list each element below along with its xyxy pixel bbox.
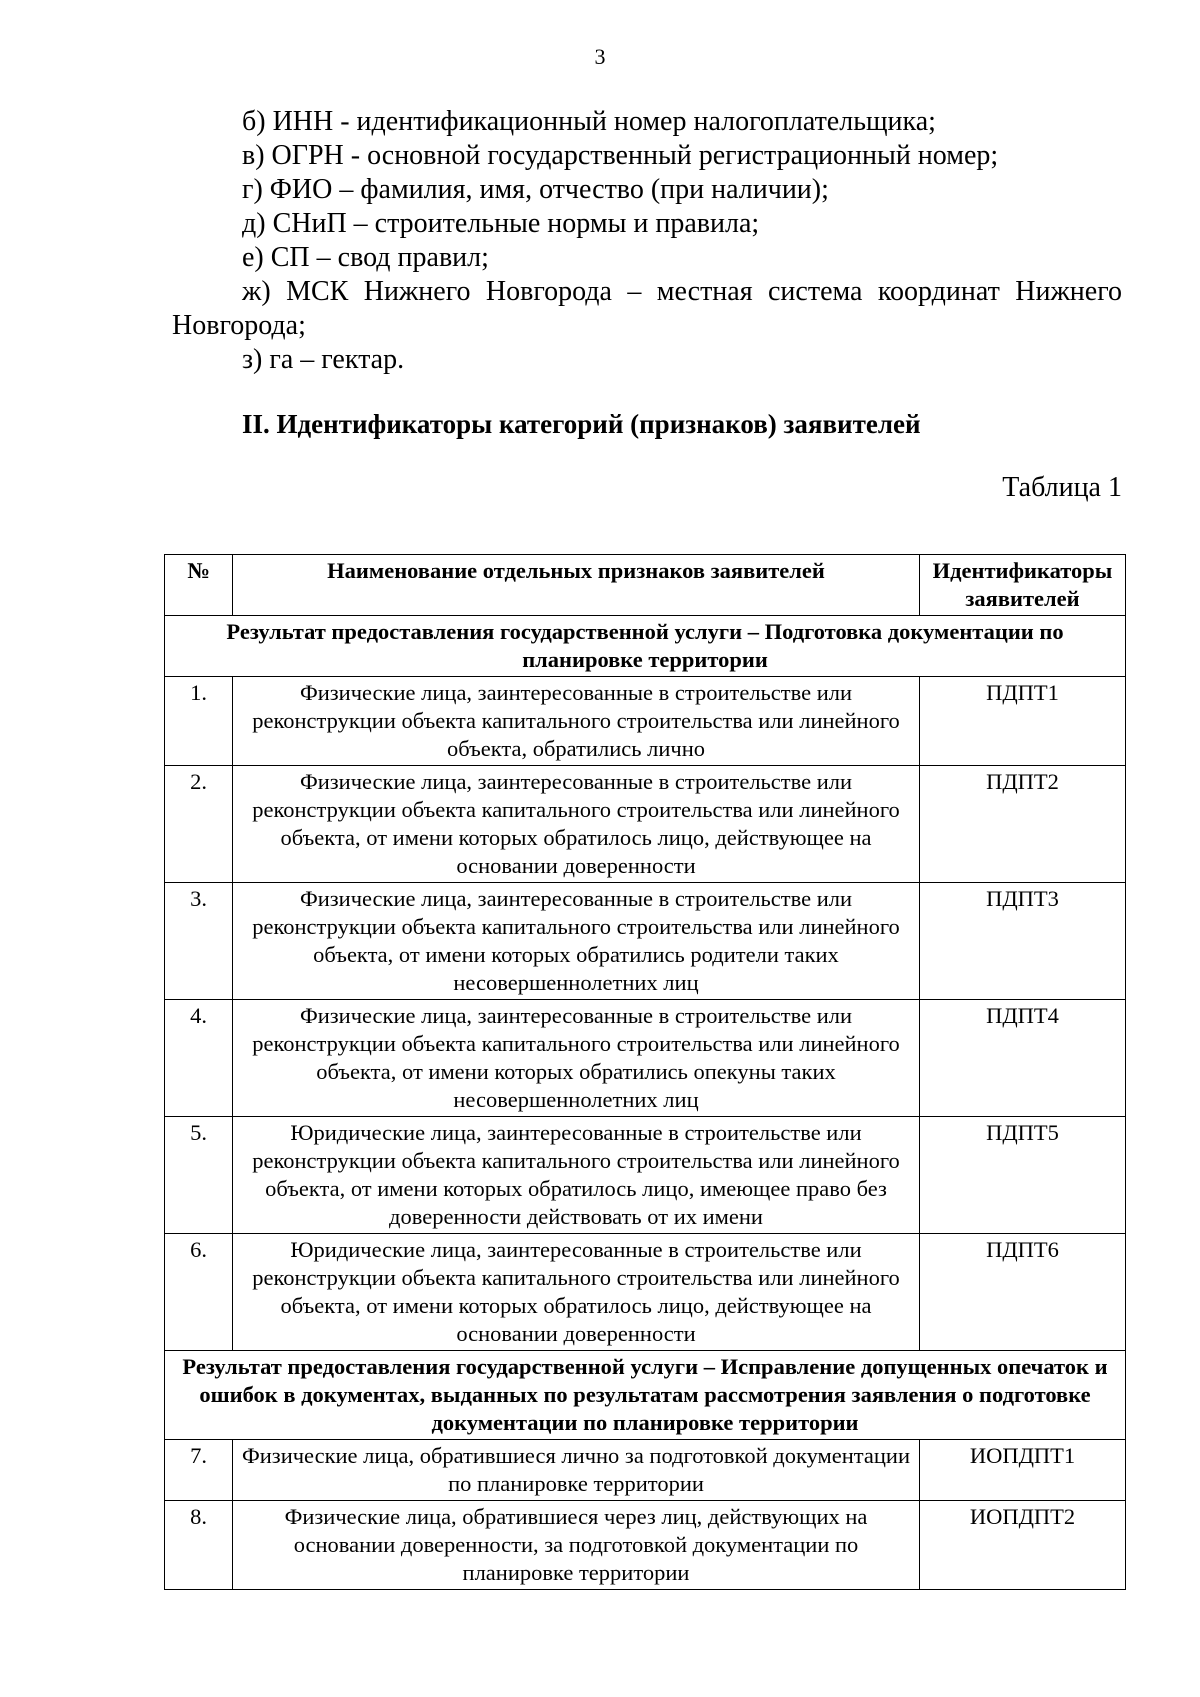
abbreviation-list [172,105,1122,377]
row-description: Физические лица, заинтересованные в строительстве или реконструкции объекта капитального строительства или линейного объекта, от имени которых обратились опекуны таких несовершеннолетних лиц [233,1000,920,1117]
abbreviation-item: д) СНиП – строительные нормы и правила; [242,208,760,239]
table-row [165,766,1126,883]
abbreviation-item: б) ИНН - идентификационный номер налогоплательщика; [242,106,936,137]
abbreviation-item: ж) МСК Нижнего Новгорода – местная система координат Нижнего Новгорода; [172,276,1122,341]
row-identifier: ПДПТ6 [920,1234,1126,1351]
table-row [165,1501,1126,1590]
row-identifier: ПДПТ3 [920,883,1126,1000]
row-number: 5. [165,1117,233,1234]
group-title: Результат предоставления государственной услуги – Исправление допущенных опечаток и ошибок в документах, выданных по результатам рассмотрения заявления о подготовке документации по планировке территории [165,1351,1126,1440]
table-row [165,1440,1126,1501]
section-title: II. Идентификаторы категорий (признаков) заявителей [242,409,921,439]
row-number: 3. [165,883,233,1000]
table-row [165,1117,1126,1234]
row-identifier: ИОПДПТ1 [920,1440,1126,1501]
table-row [165,1000,1126,1117]
row-number: 1. [165,677,233,766]
row-identifier: ПДПТ1 [920,677,1126,766]
abbreviation-item: е) СП – свод правил; [242,242,489,273]
row-number: 4. [165,1000,233,1117]
row-description: Физические лица, заинтересованные в строительстве или реконструкции объекта капитального строительства или линейного объекта, обратились лично [233,677,920,766]
row-description: Физические лица, заинтересованные в строительстве или реконструкции объекта капитального строительства или линейного объекта, от имени которых обратились родители таких несовершеннолетних лиц [233,883,920,1000]
table-group-row [165,1351,1126,1440]
row-number: 2. [165,766,233,883]
table-row [165,883,1126,1000]
group-title: Результат предоставления государственной услуги – Подготовка документации по планировке территории [165,616,1126,677]
row-description: Юридические лица, заинтересованные в строительстве или реконструкции объекта капитального строительства или линейного объекта, от имени которых обратилось лицо, имеющее право без доверенности действовать от их имени [233,1117,920,1234]
table-caption: Таблица 1 [1002,472,1122,503]
header-number: № [165,555,233,616]
page-number: 3 [594,44,606,69]
row-description: Физические лица, обратившиеся через лиц, действующих на основании доверенности, за подготовкой документации по планировке территории [233,1501,920,1590]
header-identifier: Идентификаторы заявителей [920,555,1126,616]
table-group-row [165,616,1126,677]
abbreviation-item: в) ОГРН - основной государственный регистрационный номер; [242,140,999,171]
row-identifier: ИОПДПТ2 [920,1501,1126,1590]
table-row [165,677,1126,766]
table-row [165,1234,1126,1351]
table-header-row [165,555,1126,616]
abbreviation-item: з) га – гектар. [242,344,405,375]
row-number: 8. [165,1501,233,1590]
row-description: Юридические лица, заинтересованные в строительстве или реконструкции объекта капитального строительства или линейного объекта, от имени которых обратилось лицо, действующее на основании доверенности [233,1234,920,1351]
row-number: 7. [165,1440,233,1501]
applicant-identifiers-table [164,554,1126,1590]
row-description: Физические лица, обратившиеся лично за подготовкой документации по планировке территории [233,1440,920,1501]
row-identifier: ПДПТ5 [920,1117,1126,1234]
row-identifier: ПДПТ2 [920,766,1126,883]
header-name: Наименование отдельных признаков заявителей [233,555,920,616]
row-number: 6. [165,1234,233,1351]
abbreviation-item: г) ФИО – фамилия, имя, отчество (при наличии); [242,174,829,205]
row-description: Физические лица, заинтересованные в строительстве или реконструкции объекта капитального строительства или линейного объекта, от имени которых обратилось лицо, действующее на основании доверенности [233,766,920,883]
row-identifier: ПДПТ4 [920,1000,1126,1117]
